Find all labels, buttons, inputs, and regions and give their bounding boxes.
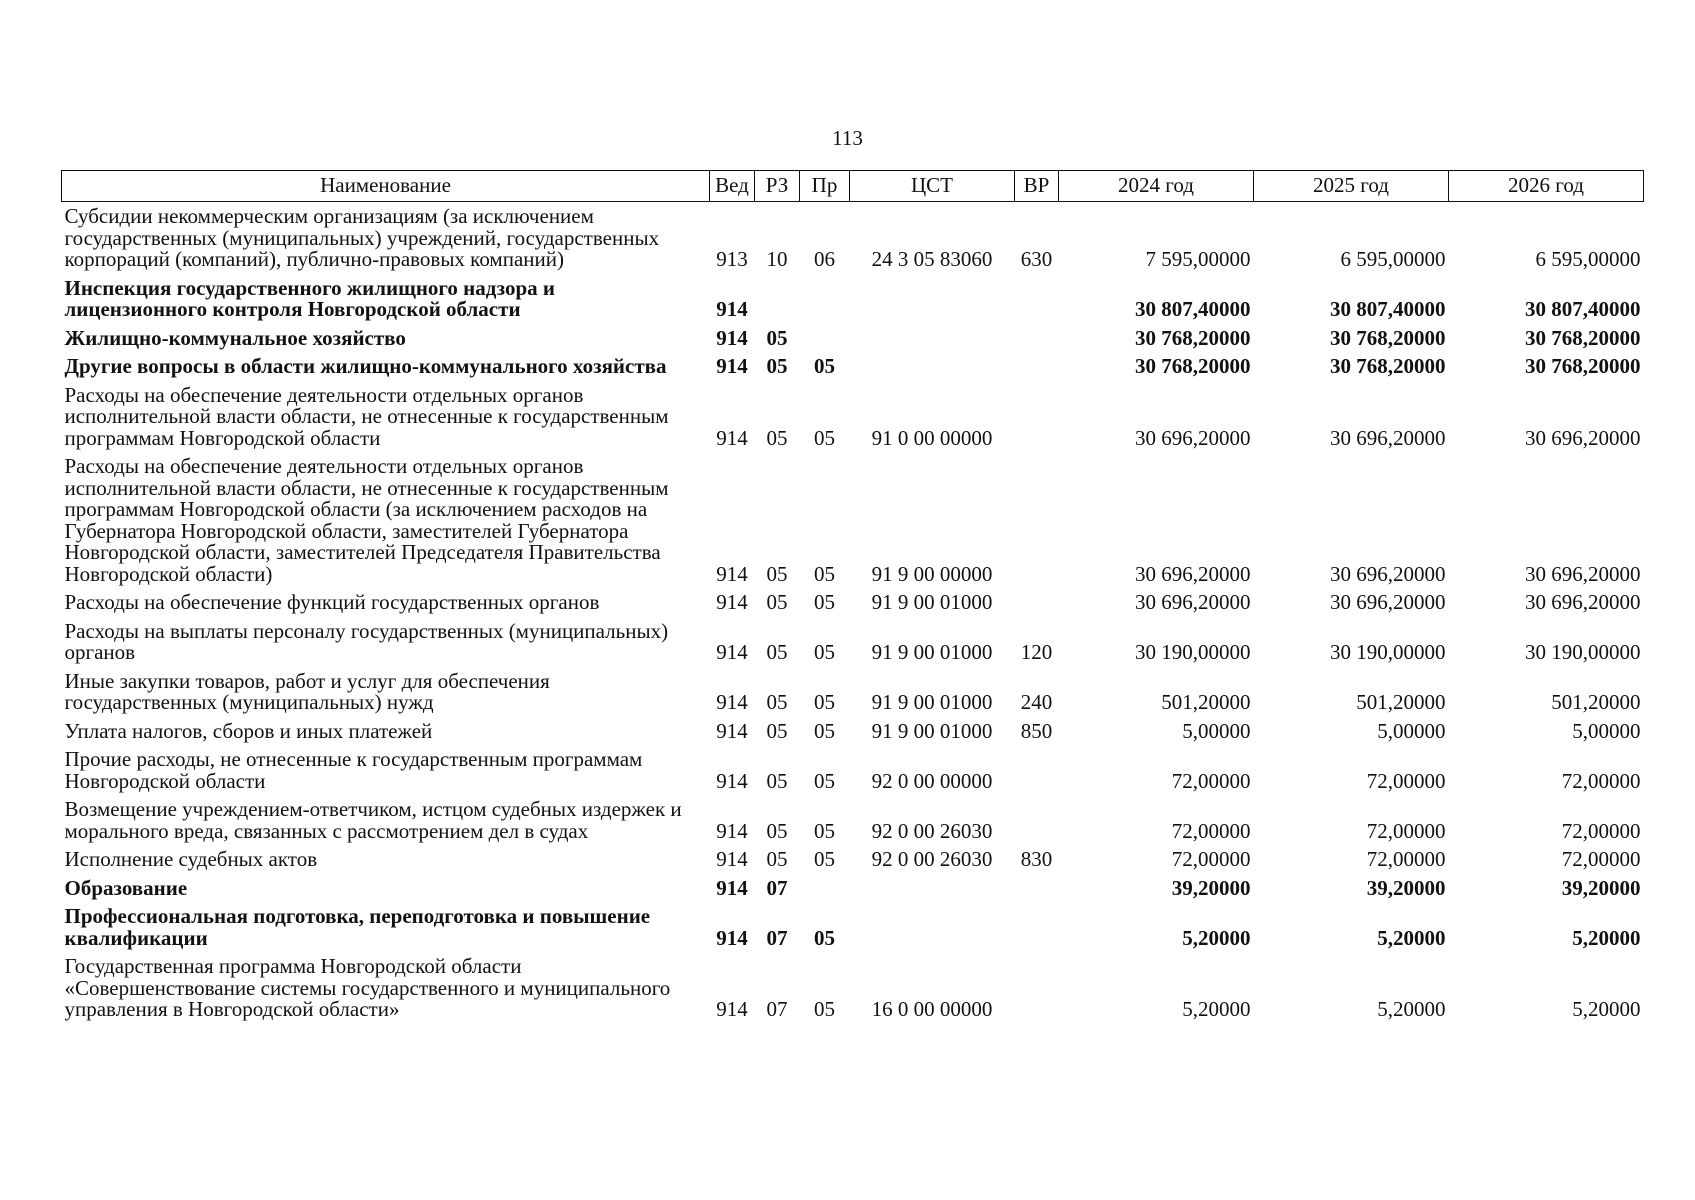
row-2025: 5,00000: [1377, 718, 1446, 743]
row-rz: 05: [766, 690, 788, 714]
row-2026: 30 696,20000: [1525, 425, 1641, 450]
row-name: Расходы на обеспечение деятельности отдельных органов исполнительной власти области, не отнесенные к государственным программам Новгородской области (за исключением расходов на Губернатора Новгородской области, заместителей Губернатора Новгородской области, заместителей Председателя Правительства Новгородской области): [64, 454, 669, 586]
row-ved: 914: [716, 718, 748, 743]
row-2026: 501,20000: [1551, 690, 1641, 714]
row-ved: 914: [716, 768, 748, 793]
table-row: [62, 588, 1644, 617]
table-row: [62, 874, 1644, 903]
row-2024: 501,20000: [1161, 690, 1251, 714]
row-ved: 914: [716, 925, 748, 950]
row-pr: 05: [814, 354, 835, 378]
row-cst: 91 0 00 00000: [871, 425, 993, 450]
header-2026: 2026 год: [1449, 171, 1644, 202]
table-row: [62, 452, 1644, 588]
row-name: Профессиональная подготовка, переподготовка и повышение квалификации: [64, 904, 651, 950]
row-pr: 05: [814, 925, 835, 950]
row-ved: 914: [716, 875, 748, 900]
row-ved: 914: [716, 818, 748, 843]
row-2025: 30 190,00000: [1330, 640, 1446, 664]
row-2025: 501,20000: [1356, 690, 1446, 714]
row-name: Инспекция государственного жилищного надзора и лицензионного контроля Новгородской области: [64, 275, 556, 321]
row-pr: 05: [814, 690, 835, 714]
row-2025: 39,20000: [1366, 875, 1446, 900]
row-pr: [800, 274, 850, 324]
row-vr: [1015, 795, 1059, 845]
row-2024: 7 595,00000: [1145, 247, 1251, 271]
row-cst: 91 9 00 01000: [871, 640, 993, 664]
header-row: [62, 171, 1644, 202]
row-2026: 72,00000: [1561, 768, 1641, 793]
row-rz: 07: [766, 875, 788, 900]
row-2026: 30 807,40000: [1525, 297, 1641, 321]
row-2024: 72,00000: [1171, 818, 1251, 843]
row-ved: 914: [716, 590, 748, 614]
row-cst: [850, 352, 1015, 381]
header-rz: РЗ: [755, 171, 800, 202]
row-rz: [755, 274, 800, 324]
row-cst: [850, 874, 1015, 903]
table-row: [62, 667, 1644, 717]
row-2026: 30 768,20000: [1525, 354, 1641, 378]
row-name: Жилищно-коммунальное хозяйство: [64, 325, 406, 350]
header-ved: Вед: [710, 171, 755, 202]
row-pr: 05: [814, 425, 835, 450]
row-ved: 914: [716, 561, 748, 586]
row-2025: 72,00000: [1366, 847, 1446, 871]
row-pr: 05: [814, 768, 835, 793]
row-cst: [850, 274, 1015, 324]
row-2024: 30 696,20000: [1135, 561, 1251, 586]
row-vr: 240: [1020, 690, 1053, 714]
row-vr: [1015, 902, 1059, 952]
row-pr: 05: [814, 590, 835, 614]
row-2026: 30 190,00000: [1525, 640, 1641, 664]
row-vr: [1015, 452, 1059, 588]
row-2024: 30 807,40000: [1135, 297, 1251, 321]
row-cst: 91 9 00 01000: [871, 690, 993, 714]
row-vr: 630: [1020, 247, 1053, 271]
row-vr: [1015, 874, 1059, 903]
row-pr: [800, 874, 850, 903]
row-2025: 6 595,00000: [1340, 247, 1446, 271]
row-name: Другие вопросы в области жилищно-коммунального хозяйства: [64, 354, 667, 378]
table-row: [62, 902, 1644, 952]
header-name: Наименование: [62, 171, 710, 202]
row-2026: 5,20000: [1572, 925, 1641, 950]
row-ved: 914: [716, 354, 748, 378]
row-vr: 850: [1020, 718, 1053, 743]
row-2025: 5,20000: [1377, 997, 1446, 1021]
table-row: [62, 952, 1644, 1024]
row-pr: 05: [814, 718, 835, 743]
row-name: Субсидии некоммерческим организациям (за исключением государственных (муниципальных) учреждений, государственных корпораций (компаний), публично-правовых компаний): [64, 204, 660, 271]
row-rz: 05: [766, 847, 788, 871]
row-pr: 05: [814, 561, 835, 586]
row-cst: [850, 324, 1015, 353]
row-rz: 07: [766, 925, 788, 950]
row-cst: 16 0 00 00000: [871, 997, 993, 1021]
row-2024: 30 696,20000: [1135, 425, 1251, 450]
header-2025: 2025 год: [1254, 171, 1449, 202]
table-row: [62, 324, 1644, 353]
row-2025: 30 768,20000: [1330, 325, 1446, 350]
row-2024: 72,00000: [1171, 847, 1251, 871]
row-2024: 5,00000: [1182, 718, 1251, 743]
row-pr: 05: [814, 847, 835, 871]
row-2024: 30 696,20000: [1135, 590, 1251, 614]
budget-table: [61, 170, 1644, 1024]
table-row: [62, 845, 1644, 874]
row-2025: 72,00000: [1366, 768, 1446, 793]
table-row: [62, 202, 1644, 274]
table-row: [62, 274, 1644, 324]
row-name: Уплата налогов, сборов и иных платежей: [64, 718, 433, 743]
table-body: [62, 202, 1644, 1024]
row-ved: 914: [716, 297, 748, 321]
table-row: [62, 745, 1644, 795]
row-cst: [850, 902, 1015, 952]
row-2026: 6 595,00000: [1535, 247, 1641, 271]
row-cst: 92 0 00 26030: [871, 818, 993, 843]
table-row: [62, 717, 1644, 746]
row-2024: 5,20000: [1182, 925, 1251, 950]
row-rz: 05: [766, 354, 788, 378]
row-2026: 39,20000: [1561, 875, 1641, 900]
header-vr: ВР: [1015, 171, 1059, 202]
table-row: [62, 795, 1644, 845]
row-name: Расходы на обеспечение функций государственных органов: [64, 590, 600, 614]
row-vr: 120: [1020, 640, 1053, 664]
row-2025: 72,00000: [1366, 818, 1446, 843]
row-name: Прочие расходы, не отнесенные к государственным программам Новгородской области: [64, 747, 643, 793]
row-ved: 914: [716, 690, 748, 714]
row-vr: [1015, 745, 1059, 795]
row-pr: [800, 324, 850, 353]
row-name: Возмещение учреждением-ответчиком, истцом судебных издержек и морального вреда, связанных с рассмотрением дел в судах: [64, 797, 682, 843]
row-ved: 914: [716, 325, 748, 350]
row-2024: 30 190,00000: [1135, 640, 1251, 664]
row-cst: 92 0 00 00000: [871, 768, 993, 793]
row-2026: 30 768,20000: [1525, 325, 1641, 350]
row-2026: 5,20000: [1572, 997, 1641, 1021]
row-rz: 05: [766, 818, 788, 843]
row-name: Расходы на обеспечение деятельности отдельных органов исполнительной власти области, не отнесенные к государственным программам Новгородской области: [64, 382, 669, 450]
table-row: [62, 381, 1644, 453]
row-pr: 05: [814, 640, 835, 664]
row-rz: 05: [766, 768, 788, 793]
row-rz: 07: [766, 997, 788, 1021]
row-pr: 06: [814, 247, 835, 271]
row-ved: 914: [716, 425, 748, 450]
row-name: Иные закупки товаров, работ и услуг для обеспечения государственных (муниципальных) нужд: [64, 668, 550, 714]
row-2024: 30 768,20000: [1135, 354, 1251, 378]
row-2025: 30 696,20000: [1330, 561, 1446, 586]
row-2026: 72,00000: [1561, 847, 1641, 871]
row-ved: 914: [716, 640, 748, 664]
row-rz: 10: [766, 247, 788, 271]
header-2024: 2024 год: [1059, 171, 1254, 202]
table-row: [62, 352, 1644, 381]
header-pr: Пр: [800, 171, 850, 202]
row-2026: 72,00000: [1561, 818, 1641, 843]
row-2025: 30 696,20000: [1330, 425, 1446, 450]
row-ved: 914: [716, 847, 748, 871]
row-rz: 05: [766, 325, 788, 350]
row-rz: 05: [766, 640, 788, 664]
row-name: Исполнение судебных актов: [64, 847, 318, 871]
row-name: Государственная программа Новгородской области «Совершенствование системы государственного и муниципального управления в Новгородской области»: [64, 954, 671, 1021]
row-vr: 830: [1020, 847, 1053, 871]
page-number: 113: [832, 126, 863, 150]
row-vr: [1015, 952, 1059, 1024]
row-name: Расходы на выплаты персоналу государственных (муниципальных) органов: [64, 618, 669, 664]
row-rz: 05: [766, 590, 788, 614]
row-2026: 30 696,20000: [1525, 561, 1641, 586]
row-2025: 30 768,20000: [1330, 354, 1446, 378]
row-2025: 5,20000: [1377, 925, 1446, 950]
row-2026: 30 696,20000: [1525, 590, 1641, 614]
table-header: [62, 171, 1644, 202]
row-2024: 39,20000: [1171, 875, 1251, 900]
row-rz: 05: [766, 425, 788, 450]
row-vr: [1015, 274, 1059, 324]
header-cst: ЦСТ: [850, 171, 1015, 202]
row-cst: 91 9 00 00000: [871, 561, 993, 586]
row-vr: [1015, 324, 1059, 353]
row-rz: 05: [766, 561, 788, 586]
row-2026: 5,00000: [1572, 718, 1641, 743]
row-vr: [1015, 352, 1059, 381]
row-2024: 30 768,20000: [1135, 325, 1251, 350]
row-name: Образование: [64, 875, 188, 900]
row-vr: [1015, 381, 1059, 453]
row-pr: 05: [814, 818, 835, 843]
row-2025: 30 696,20000: [1330, 590, 1446, 614]
row-pr: 05: [814, 997, 835, 1021]
row-cst: 24 3 05 83060: [871, 247, 993, 271]
row-2025: 30 807,40000: [1330, 297, 1446, 321]
row-vr: [1015, 588, 1059, 617]
table-row: [62, 617, 1644, 667]
row-2024: 5,20000: [1182, 997, 1251, 1021]
row-cst: 91 9 00 01000: [871, 590, 993, 614]
row-ved: 914: [716, 997, 748, 1021]
row-cst: 92 0 00 26030: [871, 847, 993, 871]
row-ved: 913: [716, 247, 748, 271]
row-2024: 72,00000: [1171, 768, 1251, 793]
row-rz: 05: [766, 718, 788, 743]
row-cst: 91 9 00 01000: [871, 718, 993, 743]
